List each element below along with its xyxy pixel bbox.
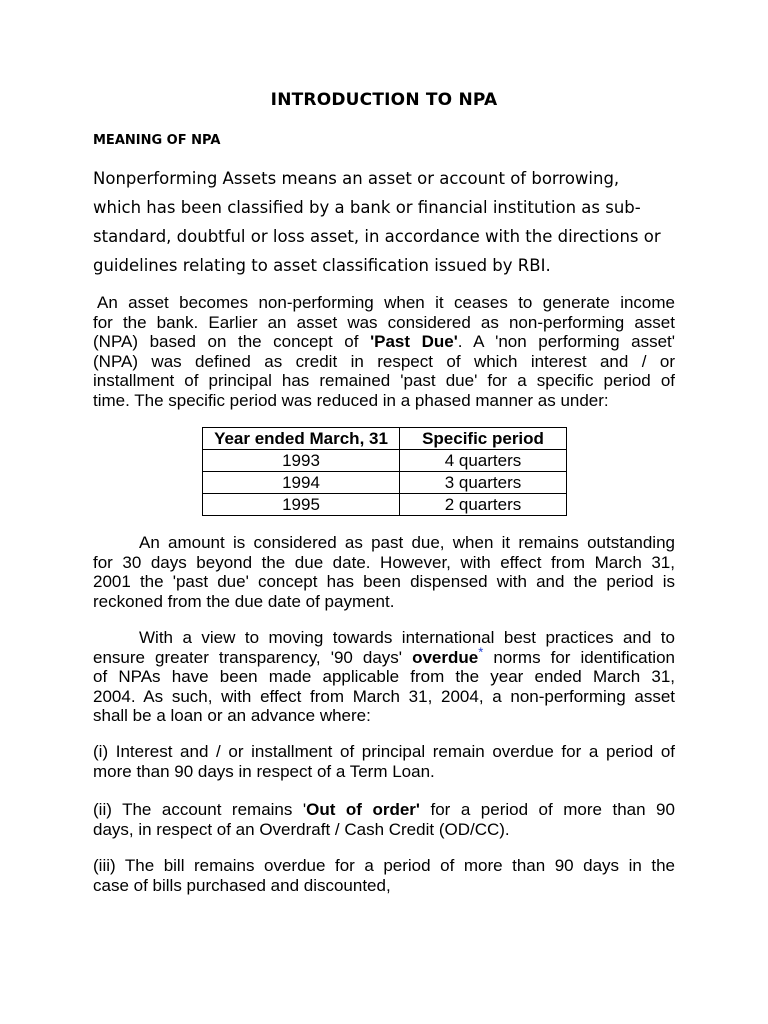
paragraph-line: (NPA) was defined as credit in respect of which interest and / or bbox=[93, 351, 675, 371]
overdue-term: overdue bbox=[412, 647, 479, 667]
table-cell: 4 quarters bbox=[400, 450, 567, 472]
paragraph-line: for 30 days beyond the due date. However, with effect from March 31, bbox=[93, 552, 675, 572]
table-header: Year ended March, 31 bbox=[203, 428, 400, 450]
section-heading: MEANING OF NPA bbox=[93, 133, 221, 148]
paragraph-line: An amount is considered as past due, when it remains outstanding bbox=[139, 533, 675, 552]
table-row bbox=[203, 494, 567, 516]
paragraph-past-due-definition bbox=[93, 533, 675, 611]
table-cell: 1994 bbox=[203, 472, 400, 494]
paragraph-past-due bbox=[93, 293, 675, 410]
paragraph-line: more than 90 days in respect of a Term Loan. bbox=[93, 761, 435, 781]
paragraph-line: ensure greater transparency, '90 days' overdue* norms for identification bbox=[93, 643, 675, 667]
specific-period-table bbox=[202, 427, 567, 516]
intro-paragraph bbox=[93, 164, 683, 280]
intro-line: guidelines relating to asset classification issued by RBI. bbox=[93, 256, 551, 275]
table-cell: 1993 bbox=[203, 450, 400, 472]
table-header-row bbox=[203, 428, 567, 450]
paragraph-line: 2001 the 'past due' concept has been dispensed with and the period is bbox=[93, 572, 675, 591]
table-header: Specific period bbox=[400, 428, 567, 450]
paragraph-line: of NPAs have been made applicable from the year ended March 31, bbox=[93, 667, 675, 686]
intro-line: standard, doubtful or loss asset, in accordance with the directions or bbox=[93, 227, 661, 246]
paragraph-line: (NPA) based on the concept of 'Past Due'. A 'non performing asset' bbox=[93, 332, 675, 351]
paragraph-line: An asset becomes non-performing when it ceases to generate income bbox=[97, 293, 675, 312]
list-item-out-of-order bbox=[93, 800, 675, 839]
paragraph-line: time. The specific period was reduced in a phased manner as under: bbox=[93, 390, 609, 410]
list-item-bills bbox=[93, 856, 675, 895]
paragraph-line: 2004. As such, with effect from March 31, 2004, a non-performing asset bbox=[93, 686, 675, 706]
intro-line: Nonperforming Assets means an asset or account of borrowing, bbox=[93, 169, 620, 188]
paragraph-line: (ii) The account remains 'Out of order' for a period of more than 90 bbox=[93, 800, 675, 819]
paragraph-90-days-norm bbox=[93, 628, 675, 726]
table-cell: 1995 bbox=[203, 494, 400, 516]
list-item-term-loan bbox=[93, 742, 675, 781]
paragraph-line: (iii) The bill remains overdue for a period of more than 90 days in the bbox=[93, 856, 675, 875]
out-of-order-term: Out of order' bbox=[306, 800, 420, 819]
paragraph-line: for the bank. Earlier an asset was considered as non-performing asset bbox=[93, 312, 675, 332]
paragraph-line: reckoned from the due date of payment. bbox=[93, 591, 395, 611]
table-row bbox=[203, 450, 567, 472]
footnote-asterisk[interactable]: * bbox=[478, 643, 484, 659]
paragraph-line: With a view to moving towards international best practices and to bbox=[139, 628, 675, 647]
paragraph-line: shall be a loan or an advance where: bbox=[93, 706, 371, 725]
page-title: INTRODUCTION TO NPA bbox=[270, 90, 498, 110]
paragraph-line: installment of principal has remained 'past due' for a specific period of bbox=[93, 371, 675, 390]
paragraph-line: case of bills purchased and discounted, bbox=[93, 875, 391, 895]
paragraph-line: days, in respect of an Overdraft / Cash Credit (OD/CC). bbox=[93, 819, 510, 839]
table-cell: 3 quarters bbox=[400, 472, 567, 494]
intro-line: which has been classified by a bank or financial institution as sub- bbox=[93, 198, 641, 217]
past-due-term: 'Past Due' bbox=[370, 332, 458, 351]
paragraph-line: (i) Interest and / or installment of principal remain overdue for a period of bbox=[93, 742, 675, 761]
table-cell: 2 quarters bbox=[400, 494, 567, 516]
table-row bbox=[203, 472, 567, 494]
